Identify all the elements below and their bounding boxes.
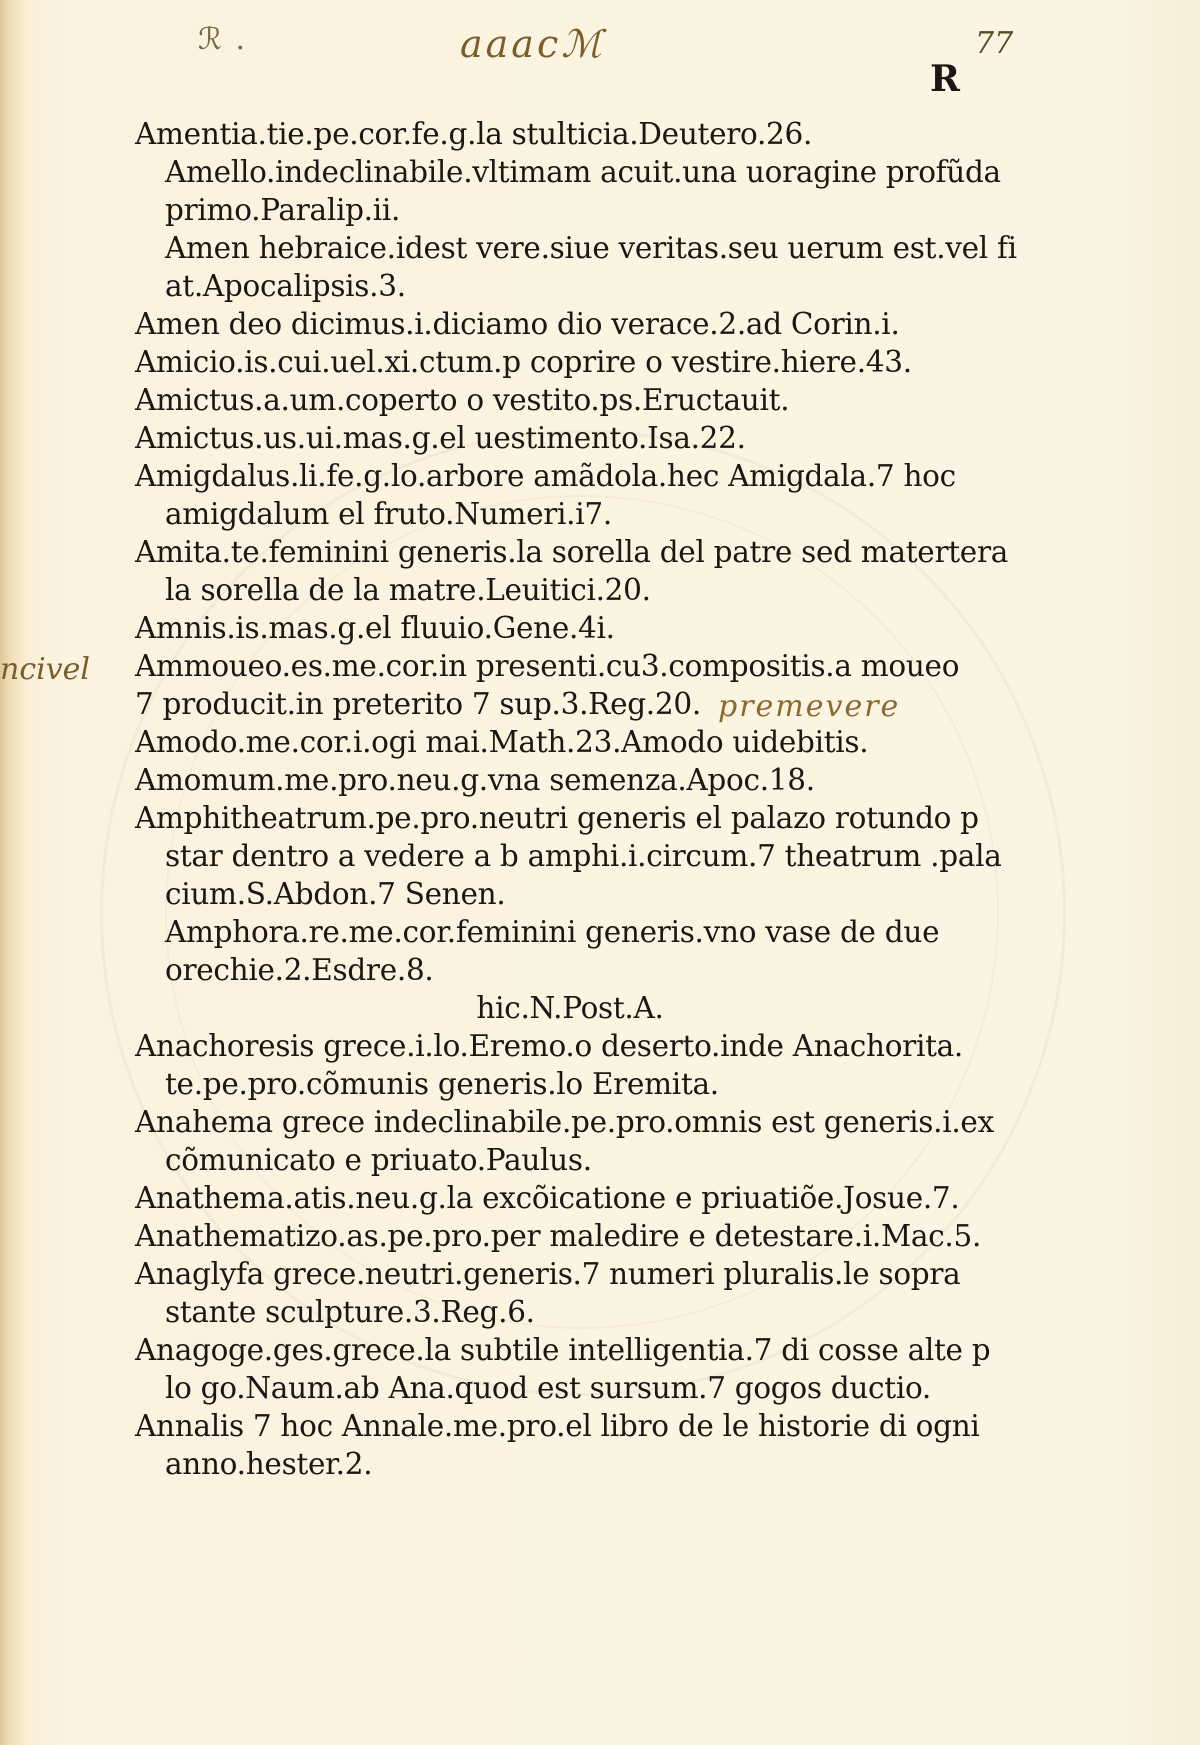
- text-line: cõmunicato e priuato.Paulus.: [165, 1143, 592, 1177]
- text-line: stante sculpture.3.Reg.6.: [165, 1295, 535, 1329]
- text-line: Ammoueo.es.me.cor.in presenti.cu3.compositis.a moueo: [135, 649, 960, 683]
- text-line: star dentro a vedere a b amphi.i.circum.7 theatrum .pala: [165, 839, 1002, 873]
- text-line: Amen hebraice.idest vere.siue veritas.seu uerum est.vel fi: [165, 231, 1017, 265]
- text-line: Amigdalus.li.fe.g.lo.arbore amãdola.hec Amigdala.7 hoc: [135, 459, 956, 493]
- text-line: Amita.te.feminini generis.la sorella del patre sed matertera: [135, 535, 1009, 569]
- body-text: [135, 115, 1035, 1483]
- text-line: orechie.2.Esdre.8.: [165, 953, 434, 987]
- signature-mark: R: [930, 58, 960, 100]
- text-line: Amphora.re.me.cor.feminini generis.vno vase de due: [165, 915, 940, 949]
- text-line: amigdalum el fruto.Numeri.i7.: [165, 497, 612, 531]
- text-line: lo go.Naum.ab Ana.quod est sursum.7 gogos ductio.: [165, 1371, 931, 1405]
- text-line: Amictus.us.ui.mas.g.el uestimento.Isa.22.: [135, 421, 746, 455]
- text-line: Amentia.tie.pe.cor.fe.g.la stulticia.Deutero.26.: [135, 117, 813, 151]
- top-left-mark: ℛ .: [198, 22, 248, 57]
- text-line: Amomum.me.pro.neu.g.vna semenza.Apoc.18.: [135, 763, 815, 797]
- text-line: Amictus.a.um.coperto o vestito.ps.Eructauit.: [135, 383, 790, 417]
- text-line: Amello.indeclinabile.vltimam acuit.una uoragine profũda: [165, 155, 1001, 189]
- margin-note-right: premevere: [718, 689, 901, 724]
- text-line: Anagoge.ges.grece.la subtile intelligentia.7 di cosse alte p: [135, 1333, 991, 1367]
- text-line: 7 producit.in preterito 7 sup.3.Reg.20.: [135, 687, 701, 721]
- text-line: Amen deo dicimus.i.diciamo dio verace.2.ad Corin.i.: [135, 307, 900, 341]
- text-line: Anachoresis grece.i.lo.Eremo.o deserto.inde Anachorita.: [135, 1029, 964, 1063]
- text-line: Anaglyfa grece.neutri.generis.7 numeri pluralis.le sopra: [135, 1257, 961, 1291]
- top-handwritten-note: aaacℳ: [460, 22, 605, 66]
- text-line: anno.hester.2.: [165, 1447, 373, 1481]
- text-line: primo.Paralip.ii.: [165, 193, 401, 227]
- text-line: la sorella de la matre.Leuitici.20.: [165, 573, 651, 607]
- text-line: Anahema grece indeclinabile.pe.pro.omnis est generis.i.ex: [135, 1105, 994, 1139]
- text-line: cium.S.Abdon.7 Senen.: [165, 877, 506, 911]
- text-line: Amnis.is.mas.g.el fluuio.Gene.4i.: [135, 611, 615, 645]
- text-line: Anathema.atis.neu.g.la excõicatione e priuatiõe.Josue.7.: [135, 1181, 960, 1215]
- text-line: Amicio.is.cui.uel.xi.ctum.p coprire o vestire.hiere.43.: [135, 345, 912, 379]
- folio-number: 77: [975, 26, 1014, 61]
- text-line: Annalis 7 hoc Annale.me.pro.el libro de le historie di ogni: [135, 1409, 980, 1443]
- text-line: Anathematizo.as.pe.pro.per maledire e detestare.i.Mac.5.: [135, 1219, 982, 1253]
- text-line: at.Apocalipsis.3.: [165, 269, 406, 303]
- text-line: Amodo.me.cor.i.ogi mai.Math.23.Amodo uidebitis.: [135, 725, 869, 759]
- margin-note-left: ncivel: [0, 652, 91, 687]
- section-heading: hic.N.Post.A.: [476, 991, 664, 1025]
- text-line: te.pe.pro.cõmunis generis.lo Eremita.: [165, 1067, 719, 1101]
- text-line: Amphitheatrum.pe.pro.neutri generis el palazo rotundo p: [135, 801, 979, 835]
